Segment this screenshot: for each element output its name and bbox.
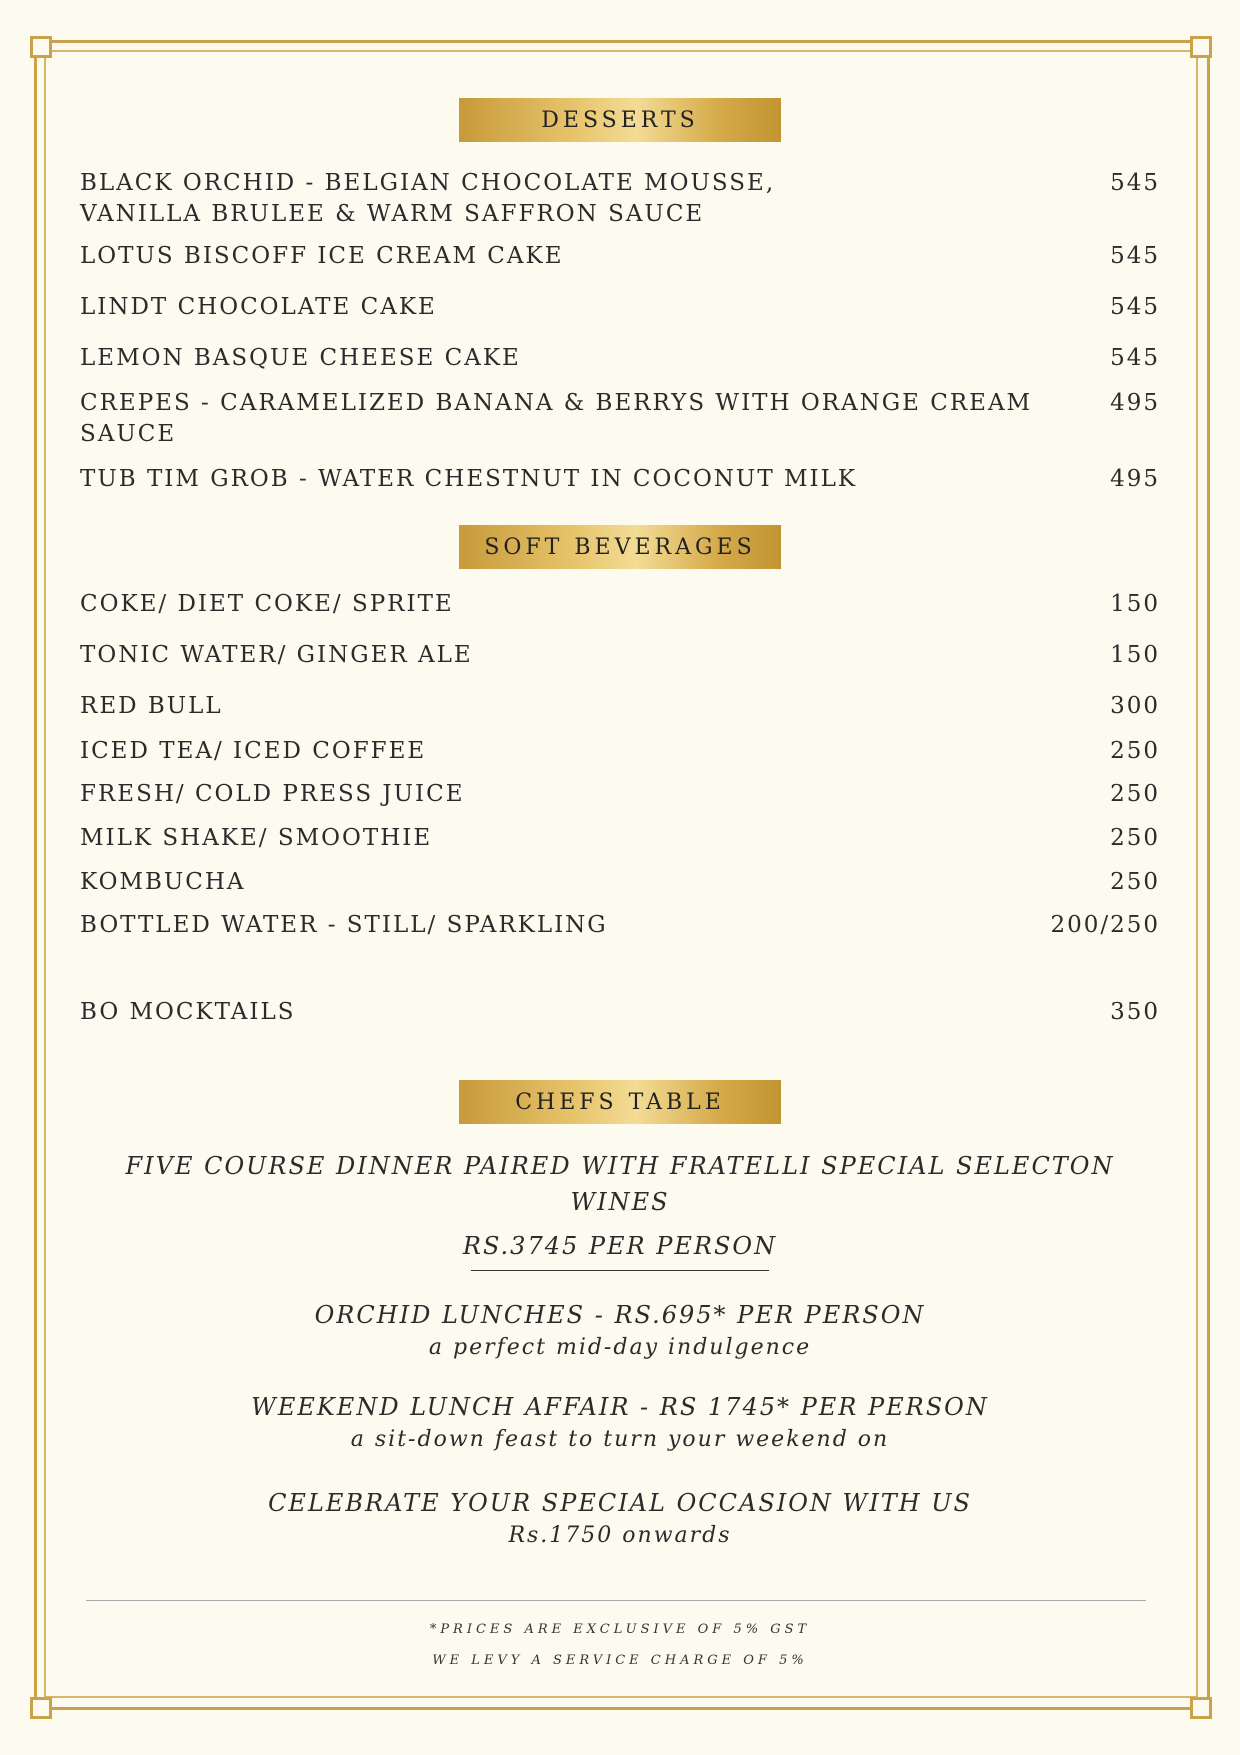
corner-ornament-top-right — [1190, 36, 1212, 58]
menu-item — [80, 292, 1160, 323]
service-charge-note: WE LEVY A SERVICE CHARGE OF 5% — [432, 1653, 808, 1668]
chefs-dinner-offer: FIVE COURSE DINNER PAIRED WITH FRATELLI SPECIAL SELECTON WINES — [125, 1152, 1115, 1216]
menu-item — [80, 589, 1160, 620]
item-name: COKE/ DIET COKE/ SPRITE — [80, 591, 454, 617]
item-name: MILK SHAKE/ SMOOTHIE — [80, 825, 433, 851]
menu-item — [80, 343, 1160, 374]
item-price: 250 — [1110, 825, 1160, 851]
item-name: KOMBUCHA — [80, 869, 246, 895]
item-name: RED BULL — [80, 693, 223, 719]
item-price: 495 — [1110, 390, 1160, 416]
item-price: 250 — [1110, 781, 1160, 807]
desserts-title: DESSERTS — [459, 98, 781, 142]
chefs-table-title: CHEFS TABLE — [459, 1080, 781, 1124]
item-price: 350 — [1110, 999, 1160, 1025]
item-name: LINDT CHOCOLATE CAKE — [80, 294, 437, 320]
item-price: 250 — [1110, 869, 1160, 895]
item-name: BOTTLED WATER - STILL/ SPARKLING — [80, 912, 608, 938]
footer-divider — [86, 1600, 1146, 1601]
item-price: 545 — [1110, 243, 1160, 269]
menu-item — [80, 388, 1160, 450]
corner-ornament-bottom-left — [30, 1697, 52, 1719]
menu-item — [80, 779, 1160, 810]
menu-content — [80, 98, 1160, 1551]
item-price: 150 — [1110, 591, 1160, 617]
corner-ornament-top-left — [30, 36, 52, 58]
item-name: FRESH/ COLD PRESS JUICE — [80, 781, 465, 807]
item-price: 545 — [1110, 294, 1160, 320]
chefs-table-header — [80, 1080, 1160, 1124]
orchid-lunches-tagline: a perfect mid-day indulgence — [428, 1335, 812, 1360]
item-name: LEMON BASQUE CHEESE CAKE — [80, 345, 521, 371]
menu-item — [80, 168, 1160, 230]
item-name: BO MOCKTAILS — [80, 999, 296, 1025]
item-name: CREPES - CARAMELIZED BANANA & BERRYS WITH ORANGE CREAM SAUCE — [80, 390, 1033, 447]
menu-item — [80, 691, 1160, 722]
special-occasion-price: Rs.1750 onwards — [508, 1523, 732, 1548]
menu-item — [80, 910, 1160, 941]
weekend-lunch-offer: WEEKEND LUNCH AFFAIR - RS 1745* PER PERSON — [251, 1393, 989, 1421]
item-price: 200/250 — [1050, 912, 1160, 938]
item-price: 300 — [1110, 693, 1160, 719]
item-name: LOTUS BISCOFF ICE CREAM CAKE — [80, 243, 564, 269]
item-price: 250 — [1110, 738, 1160, 764]
special-occasion-offer: CELEBRATE YOUR SPECIAL OCCASION WITH US — [268, 1489, 972, 1517]
menu-item — [80, 640, 1160, 671]
item-price: 150 — [1110, 642, 1160, 668]
menu-item — [80, 997, 1160, 1028]
gst-note: *PRICES ARE EXCLUSIVE OF 5% GST — [429, 1622, 811, 1637]
menu-item — [80, 823, 1160, 854]
item-price: 545 — [1110, 170, 1160, 196]
item-name: TONIC WATER/ GINGER ALE — [80, 642, 473, 668]
corner-ornament-bottom-right — [1190, 1697, 1212, 1719]
item-price: 495 — [1110, 466, 1160, 492]
item-name: BLACK ORCHID - BELGIAN CHOCOLATE MOUSSE, VANILLA BRULEE & WARM SAFFRON SAUCE — [80, 170, 776, 227]
menu-item — [80, 736, 1160, 767]
item-price: 545 — [1110, 345, 1160, 371]
menu-item — [80, 241, 1160, 272]
weekend-lunch-tagline: a sit-down feast to turn your weekend on — [350, 1427, 890, 1452]
item-name: TUB TIM GROB - WATER CHESTNUT IN COCONUT MILK — [80, 466, 858, 492]
item-name: ICED TEA/ ICED COFFEE — [80, 738, 427, 764]
soft-beverages-title: SOFT BEVERAGES — [459, 525, 781, 569]
desserts-header — [80, 98, 1160, 142]
soft-beverages-header — [80, 525, 1160, 569]
chefs-dinner-price: RS.3745 PER PERSON — [462, 1232, 778, 1260]
menu-item — [80, 867, 1160, 898]
orchid-lunches-offer: ORCHID LUNCHES - RS.695* PER PERSON — [314, 1301, 926, 1329]
menu-item — [80, 464, 1160, 495]
chefs-table-block — [80, 1124, 1160, 1551]
